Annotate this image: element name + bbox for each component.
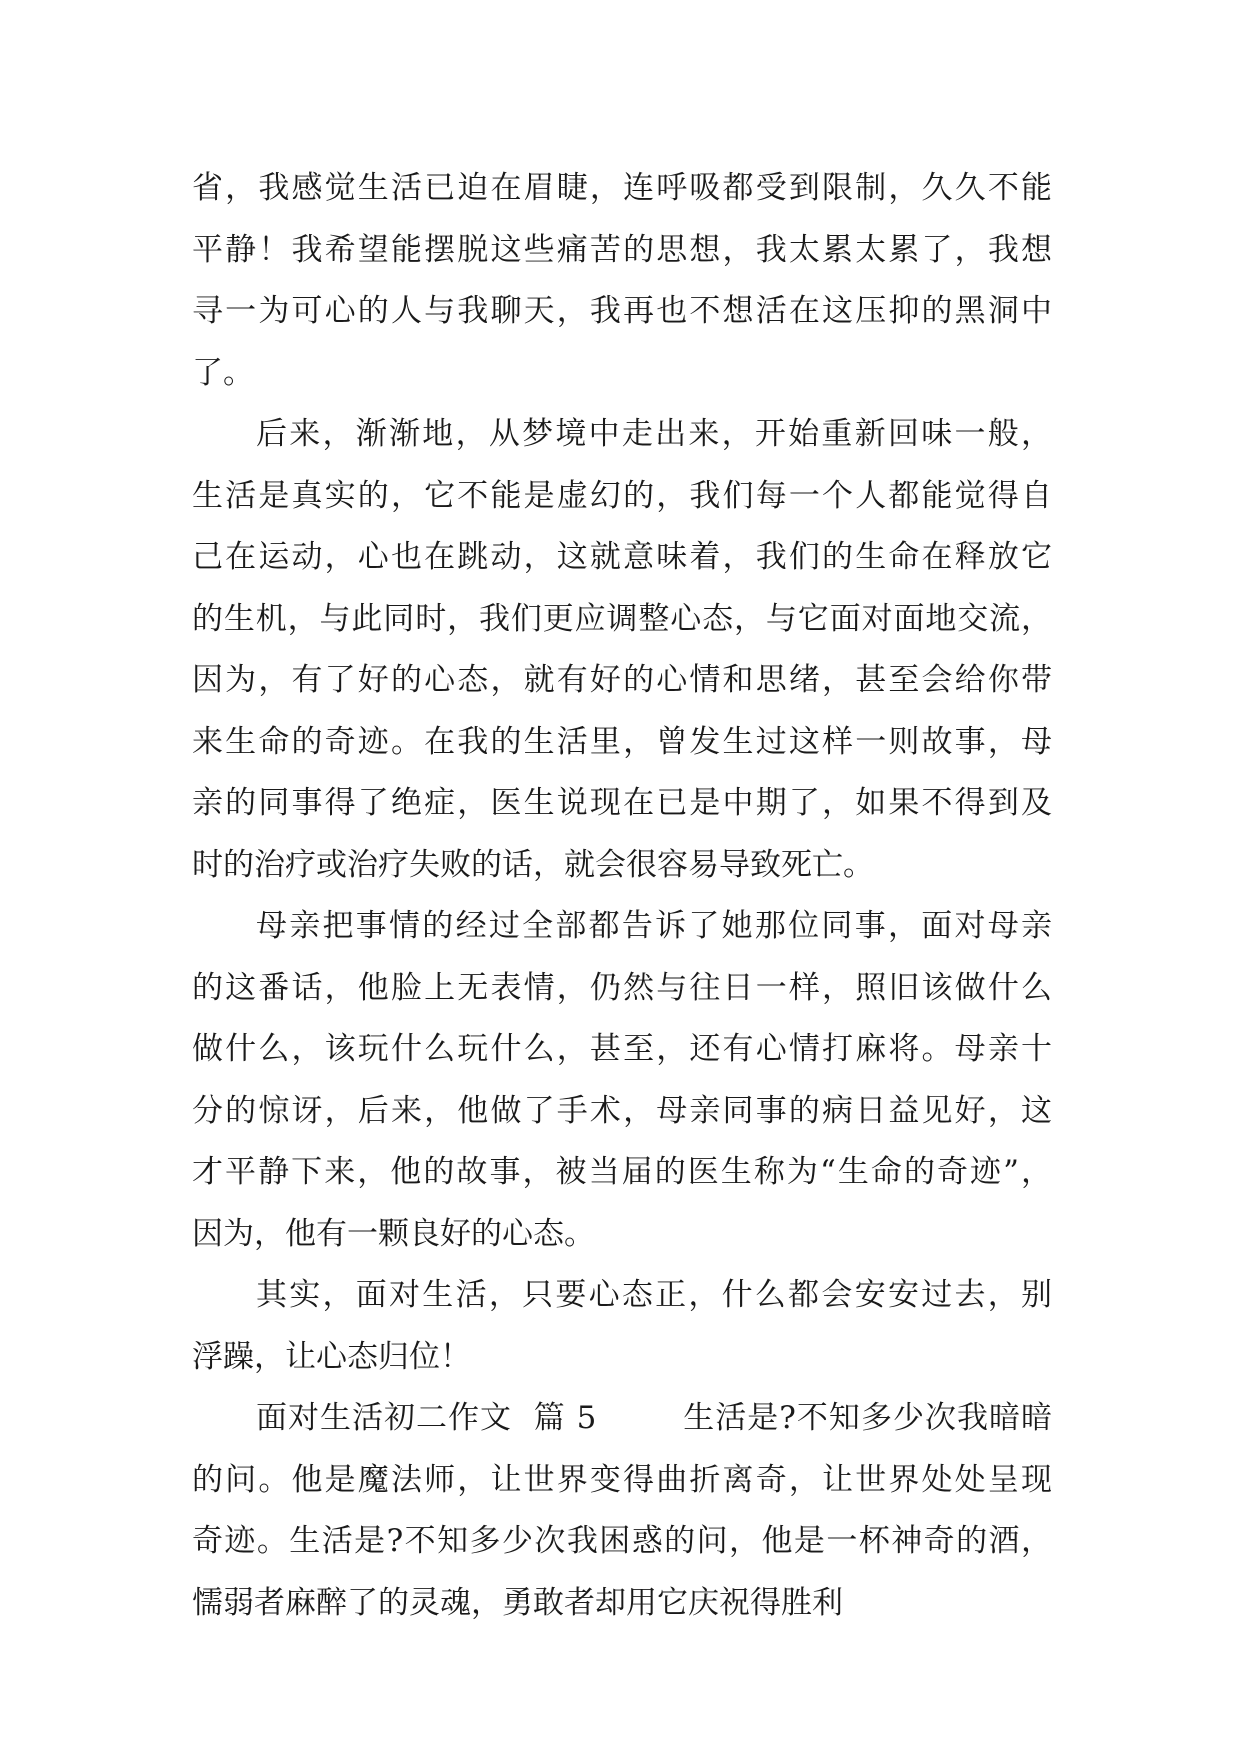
- text-line: 面对生活初二作文 篇 5 生活是?不知多少次我暗暗: [256, 1400, 1052, 1436]
- text-line: 后来，渐渐地，从梦境中走出来，开始重新回味一般，: [256, 416, 1052, 452]
- text-line: 时的治疗或治疗失败的话，就会很容易导致死亡。: [192, 846, 874, 883]
- text-line: 奇迹。生活是?不知多少次我困惑的问，他是一杯神奇的酒，: [192, 1523, 1052, 1559]
- text-line: 因为，有了好的心态，就有好的心情和思绪，甚至会给你带: [192, 662, 1052, 698]
- text-line: 浮躁，让心态归位！: [192, 1338, 471, 1375]
- text-line: 省，我感觉生活已迫在眉睫，连呼吸都受到限制，久久不能: [192, 170, 1052, 206]
- document-body: [192, 158, 1052, 1634]
- text-line: 的生机，与此同时，我们更应调整心态，与它面对面地交流，: [192, 600, 1052, 637]
- text-line: 了。: [192, 354, 254, 391]
- text-line: 来生命的奇迹。在我的生活里，曾发生过这样一则故事，母: [192, 723, 1052, 760]
- text-line: 生活是真实的，它不能是虚幻的，我们每一个人都能觉得自: [192, 477, 1052, 514]
- text-line: 的这番话，他脸上无表情，仍然与往日一样，照旧该做什么: [192, 969, 1052, 1006]
- text-line: 寻一为可心的人与我聊天，我再也不想活在这压抑的黑洞中: [192, 293, 1052, 329]
- text-line: 分的惊讶，后来，他做了手术，母亲同事的病日益见好，这: [192, 1092, 1052, 1129]
- text-line: 的问。他是魔法师，让世界变得曲折离奇，让世界处处呈现: [192, 1461, 1052, 1498]
- text-line: 才平静下来，他的故事，被当届的医生称为“生命的奇迹”，: [192, 1154, 1052, 1190]
- text-line: 其实，面对生活，只要心态正，什么都会安安过去，别: [256, 1277, 1052, 1313]
- text-line: 母亲把事情的经过全部都告诉了她那位同事，面对母亲: [256, 908, 1052, 944]
- text-line: 平静！我希望能摆脱这些痛苦的思想，我太累太累了，我想: [192, 231, 1052, 268]
- text-line: 做什么，该玩什么玩什么，甚至，还有心情打麻将。母亲十: [192, 1031, 1052, 1067]
- text-line: 懦弱者麻醉了的灵魂，勇敢者却用它庆祝得胜利: [192, 1584, 843, 1621]
- text-line: 亲的同事得了绝症，医生说现在已是中期了，如果不得到及: [192, 785, 1052, 821]
- text-line: 己在运动，心也在跳动，这就意味着，我们的生命在释放它: [192, 539, 1052, 575]
- text-line: 因为，他有一颗良好的心态。: [192, 1215, 595, 1252]
